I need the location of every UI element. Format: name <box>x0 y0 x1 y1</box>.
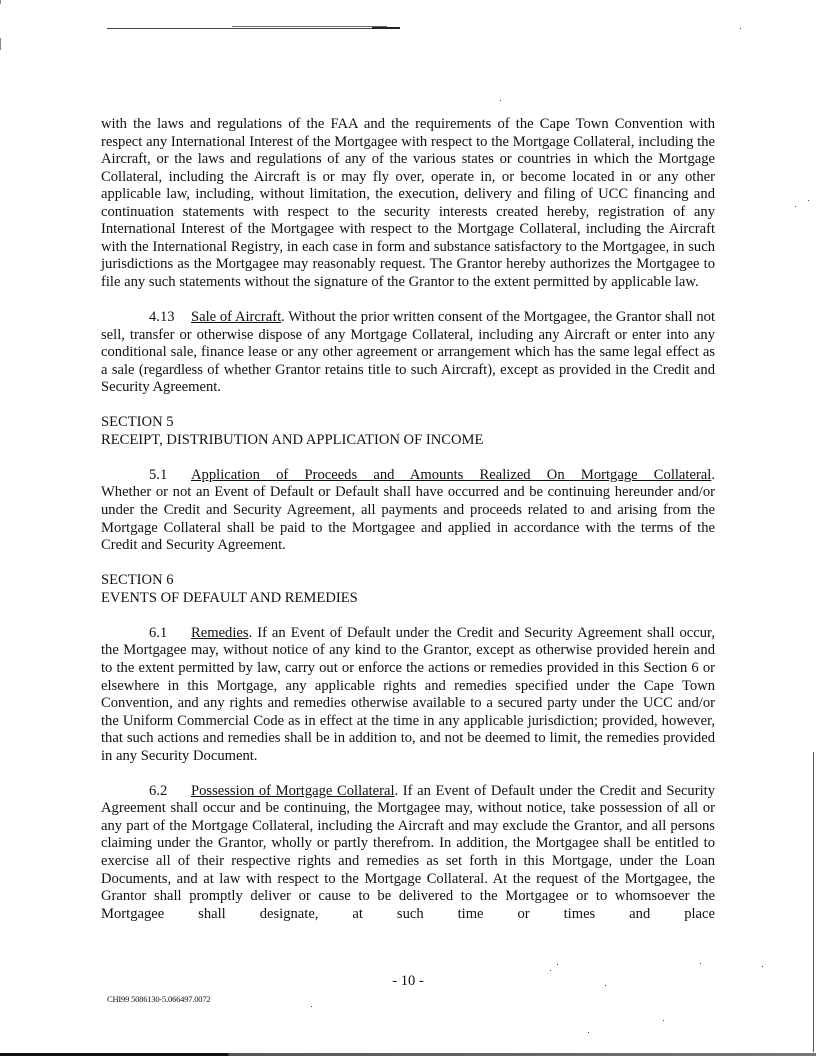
scan-speck <box>663 1020 664 1021</box>
section-heading: SECTION 6 <box>101 572 174 589</box>
scan-speck <box>700 963 701 964</box>
clause-number: 6.1 <box>149 624 168 641</box>
scan-speck <box>795 206 796 207</box>
scan-speck <box>808 200 809 201</box>
scan-speck <box>740 28 741 29</box>
scan-edge-mark <box>0 38 1 50</box>
clause-number: 6.2 <box>149 782 168 799</box>
clause-6-1 <box>101 625 715 765</box>
clause-body: . If an Event of Default under the Credit and Security Agreement shall occur and be continuing, the Mortgagee may, without notice, take possession of all or any part of the Mortgage Collateral, including the Aircraft and may exclude the Grantor, and all persons claiming under the Grantor, wholly or partly therefrom. In addition, the Mortgagee shall be entitled to exercise all of their respective rights and remedies as set forth in this Mortgage, under the Loan Documents, and at law with respect to the Mortgage Collateral. At the request of the Mortgagee, the Grantor shall promptly deliver or cause to be delivered to the Mortgagee or to whomsoever the Mortgagee shall designate, at such time or times and place <box>101 782 715 922</box>
clause-4-13 <box>101 309 715 397</box>
scan-speck <box>588 1032 589 1033</box>
scan-artifact-line <box>107 28 397 29</box>
document-page <box>101 116 715 923</box>
scan-speck <box>557 964 558 965</box>
clause-number: 4.13 <box>149 309 175 326</box>
clause-body: . Whether or not an Event of Default or Default shall have occurred and be continuing hereunder and/or under the Credit and Security Agreement, all payments and proceeds related to and arising from the Mortgage Collateral shall be paid to the Mortgagee and applied in accordance with the terms of the Credit and Security Agreement. <box>101 466 715 554</box>
clause-title: Application of Proceeds and Amounts Realized On Mortgage Collateral <box>191 466 712 483</box>
scan-artifact-line <box>372 27 400 29</box>
clause-number: 5.1 <box>149 466 168 483</box>
scan-speck <box>762 966 763 967</box>
scan-speck <box>500 100 501 101</box>
scan-speck <box>311 1006 312 1007</box>
clause-title: Possession of Mortgage Collateral <box>191 782 395 799</box>
scan-edge-mark <box>0 0 1 4</box>
clause-title: Sale of Aircraft <box>191 309 282 326</box>
scan-artifact-line <box>232 26 387 27</box>
scan-speck <box>605 985 606 986</box>
section-6-heading-block <box>101 572 715 607</box>
scan-speck <box>550 970 551 971</box>
clause-body: . If an Event of Default under the Credit and Security Agreement shall occur, the Mortgagee may, without notice of any kind to the Grantor, except as otherwise provided herein and to the extent permitted by law, carry out or enforce the actions or remedies provided in this Section 6 or elsewhere in this Mortgage, any applicable rights and remedies specified under the Cape Town Convention, and any rights and remedies otherwise available to a secured party under the UCC and/or the Uniform Commercial Code as in effect at the time in any applicable jurisdiction; provided, however, that such actions and remedies shall be in addition to, and not be deemed to limit, the remedies provided in any Security Document. <box>101 624 715 764</box>
document-footer-id: CHI99 5086130-5.066497.0072 <box>107 994 211 1004</box>
scan-edge-mark <box>813 752 814 1052</box>
clause-title: Remedies <box>191 624 249 641</box>
section-heading: SECTION 5 <box>101 414 174 431</box>
section-5-heading-block <box>101 414 715 449</box>
paragraph-continued: with the laws and regulations of the FAA and the requirements of the Cape Town Convention with respect any International Interest of the Mortgagee with respect to the Mortgage Collateral, including the Aircraft, or the laws and regulations of any of the various states or countries in which the Mortgage Collateral, including the Aircraft is or may fly over, operate in, or become located in or any other applicable law, including, without limitation, the execution, delivery and filing of UCC financing and continuation statements with respect to the security interests created hereby, registration of any International Interest of the Mortgagee with respect to the Mortgage Collateral, including the Aircraft with the International Registry, in each case in form and substance satisfactory to the Mortgagee, in such jurisdictions as the Mortgagee may reasonably request. The Grantor hereby authorizes the Mortgagee to file any such statements without the signature of the Grantor to the extent permitted by applicable law. <box>101 116 715 290</box>
clause-body: . Without the prior written consent of the Mortgagee, the Grantor shall not sell, transfer or otherwise dispose of any Mortgage Collateral, including any Aircraft or enter into any conditional sale, finance lease or any other agreement or arrangement which has the same legal effect as a sale (regardless of whether Grantor retains title to such Aircraft), except as provided in the Credit and Security Agreement. <box>101 309 715 396</box>
section-subheading: RECEIPT, DISTRIBUTION AND APPLICATION OF INCOME <box>101 431 484 448</box>
page-number: - 10 - <box>392 973 424 989</box>
clause-5-1 <box>101 467 715 555</box>
clause-6-2 <box>101 783 715 923</box>
section-subheading: EVENTS OF DEFAULT AND REMEDIES <box>101 589 358 606</box>
